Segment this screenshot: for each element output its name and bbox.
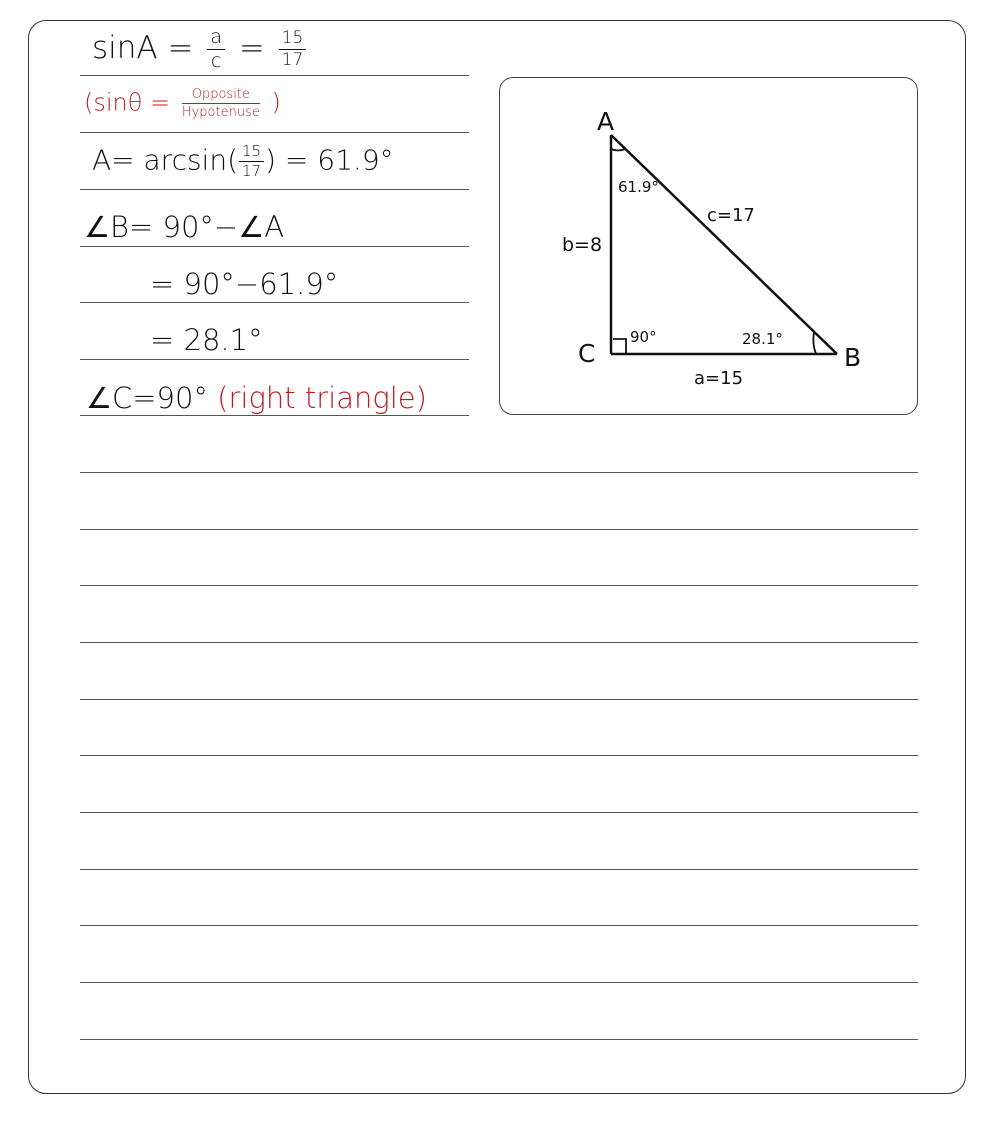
closing-paren: ) — [271, 88, 281, 117]
ruled-line — [80, 869, 918, 870]
fraction-numerator: 15 — [279, 30, 307, 50]
ruled-line — [80, 189, 469, 190]
ruled-line — [80, 75, 469, 76]
ruled-line — [80, 472, 918, 473]
right-angle-mark — [613, 339, 626, 354]
vertex-b-label: B — [844, 343, 862, 372]
arcsin-prefix: A= arcsin( — [92, 143, 239, 177]
opposite-over-hypotenuse-fraction — [182, 88, 260, 119]
equals-sign: = — [238, 30, 265, 66]
angle-b-formula: ∠B= 90°−∠A — [84, 210, 285, 244]
angle-b-label: 28.1° — [742, 330, 783, 348]
angle-a-label: 61.9° — [618, 178, 659, 196]
ruled-line — [80, 246, 469, 247]
ruled-line — [80, 359, 469, 360]
triangle-diagram — [500, 78, 919, 416]
arcsin-result: ) = 61.9° — [265, 143, 394, 177]
ruled-line — [80, 925, 918, 926]
fraction-denominator: 17 — [281, 50, 304, 70]
angle-b-substitution: = 90°−61.9° — [150, 267, 339, 301]
ruled-line — [80, 755, 918, 756]
angle-a-arc — [611, 149, 625, 151]
ruled-line — [80, 132, 469, 133]
sin-a-equation — [92, 28, 310, 71]
ruled-line — [80, 1039, 918, 1040]
fraction-denominator: Hypotenuse — [181, 105, 260, 120]
ruled-line — [80, 585, 918, 586]
fraction-denominator: c — [210, 50, 222, 72]
ruled-line — [80, 302, 469, 303]
arcsin-fraction — [239, 144, 264, 179]
arcsin-equation — [92, 144, 394, 179]
ruled-line — [80, 642, 918, 643]
right-triangle-note: (right triangle) — [217, 381, 427, 415]
fraction-numerator: Opposite — [182, 88, 260, 104]
angle-c-value: ∠C=90° — [86, 381, 208, 415]
side-c-line — [611, 135, 837, 354]
side-c-label: c=17 — [707, 205, 755, 226]
angle-b-arc — [813, 332, 816, 354]
triangle-figure — [499, 77, 918, 415]
angle-b-result: = 28.1° — [150, 323, 263, 357]
angle-c-label: 90° — [630, 328, 657, 346]
sine-theta-label: (sinθ = — [84, 88, 171, 117]
side-b-label: b=8 — [562, 234, 603, 256]
vertex-a-label: A — [597, 107, 615, 136]
angle-c-statement — [86, 381, 427, 415]
fifteen-over-seventeen-fraction — [279, 30, 307, 69]
vertex-c-label: C — [578, 339, 596, 368]
a-over-c-fraction — [207, 28, 225, 71]
ruled-line — [80, 812, 918, 813]
ruled-line — [80, 415, 469, 416]
fraction-denominator: 17 — [242, 162, 262, 180]
ruled-line — [80, 982, 918, 983]
ruled-line — [80, 699, 918, 700]
fraction-numerator: a — [207, 28, 225, 50]
ruled-line — [80, 529, 918, 530]
sine-definition-note — [84, 88, 281, 119]
sin-a-label: sinA = — [92, 30, 194, 66]
side-a-label: a=15 — [694, 368, 744, 389]
fraction-numerator: 15 — [239, 144, 264, 162]
